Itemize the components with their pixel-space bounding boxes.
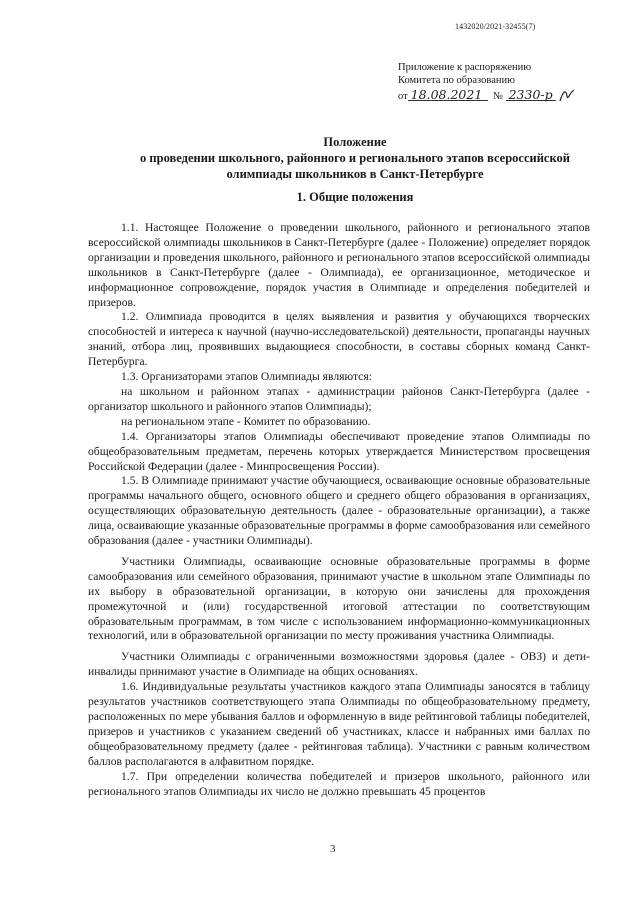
annex-line-2: Комитета по образованию [398,75,515,86]
title-line-1: Положение [323,135,387,149]
paragraph-1-3-regional: на региональном этапе - Комитет по образованию. [121,414,371,428]
signature-mark-icon [558,87,576,103]
paragraph-1-5: 1.5. В Олимпиаде принимают участие обучающиеся, осваивающие основные образовательные программы начального общего, основного общего и среднего общего образования в организациях, осуществляющих образовательную деятельность (далее - образовательные организации), а также лица, осваивающие указанные образовательные программы в форме самообразования или семейного образования (далее - участники Олимпиады). [88,474,590,548]
paragraph-self-education: Участники Олимпиады, осваивающие основные образовательные программы в форме самообразования или семейного образования, принимают участие в школьном этапе Олимпиады по их выбору в образовательной организации, в которую они зачислены для прохождения промежуточной и (или) государственной итоговой аттестации по соответствующим образовательным программам, в том числе с использованием информационно-коммуникационных технологий, или в образовательной организации по месту проживания участника Олимпиады. [88,554,590,643]
paragraph-1-2: 1.2. Олимпиада проводится в целях выявления и развития у обучающихся творческих способностей и интереса к научной (научно-исследовательской) деятельности, пропаганды научных знаний, отбора лиц, проявивших выдающиеся способности, в составы сборных команд Санкт-Петербурга. [88,310,590,369]
document-number: 1432020/2021-32455(7) [455,22,536,31]
page-number: 3 [330,843,336,855]
section-heading: 1. Общие положения [296,190,414,204]
annex-line-3 [398,87,576,103]
paragraph-1-1: 1.1. Настоящее Положение о проведении школьного, районного и регионального этапов всероссийской олимпиады школьников в Санкт-Петербурге (далее - Положение) определяет порядок организации и проведения школьного, районного и регионального этапов всероссийской олимпиады школьников в Санкт-Петербурге (далее - Олимпиада), ее организационное, методическое и информационное сопровождение, порядок участия в Олимпиаде и определения победителей и призеров. [88,221,590,309]
annex-number: 2330-р [506,89,556,101]
annex-line-1: Приложение к распоряжению [398,62,532,73]
paragraph-ovz: Участники Олимпиады с ограниченными возможностями здоровья (далее - ОВЗ) и дети-инвалиды принимают участие в Олимпиаде на общих основаниях. [88,650,590,679]
paragraph-1-3-school: на школьном и районном этапах - администрации районов Санкт-Петербурга (далее - организатор школьного и районного этапов Олимпиады); [88,384,590,413]
paragraph-1-7: 1.7. При определении количества победителей и призеров школьного, районного или регионального этапов Олимпиады их число не должно превышать 45 процентов [88,769,590,798]
paragraph-1-3: 1.3. Организаторами этапов Олимпиады являются: [121,370,372,384]
paragraph-1-6: 1.6. Индивидуальные результаты участников каждого этапа Олимпиады заносятся в таблицу результатов участников соответствующего этапа Олимпиады по общеобразовательному предмету, расположенных по мере убывания баллов и оформленную в виде рейтинговой таблицы победителей, призеров и участников с указанием сведений об участниках, классе и набранных ими баллах по общеобразовательному предмету (далее - рейтинговая таблица). Участники с равным количеством баллов располагаются в алфавитном порядке. [88,680,590,768]
annex-from-label: от [398,91,408,102]
title-line-3: олимпиады школьников в Санкт-Петербурге [226,167,484,181]
document-title [120,134,590,182]
document-body [88,221,590,799]
annex-number-label: № [492,91,503,102]
paragraph-1-4: 1.4. Организаторы этапов Олимпиады обеспечивают проведение этапов Олимпиады по общеобразовательным предметам, перечень которых утверждается Министерством просвещения Российской Федерации (далее - Минпросвещения России). [88,429,590,473]
annex-date: 18.08.2021 [408,89,488,101]
annex-block [398,61,576,103]
title-line-2: о проведении школьного, районного и регионального этапов всероссийской [140,151,570,165]
